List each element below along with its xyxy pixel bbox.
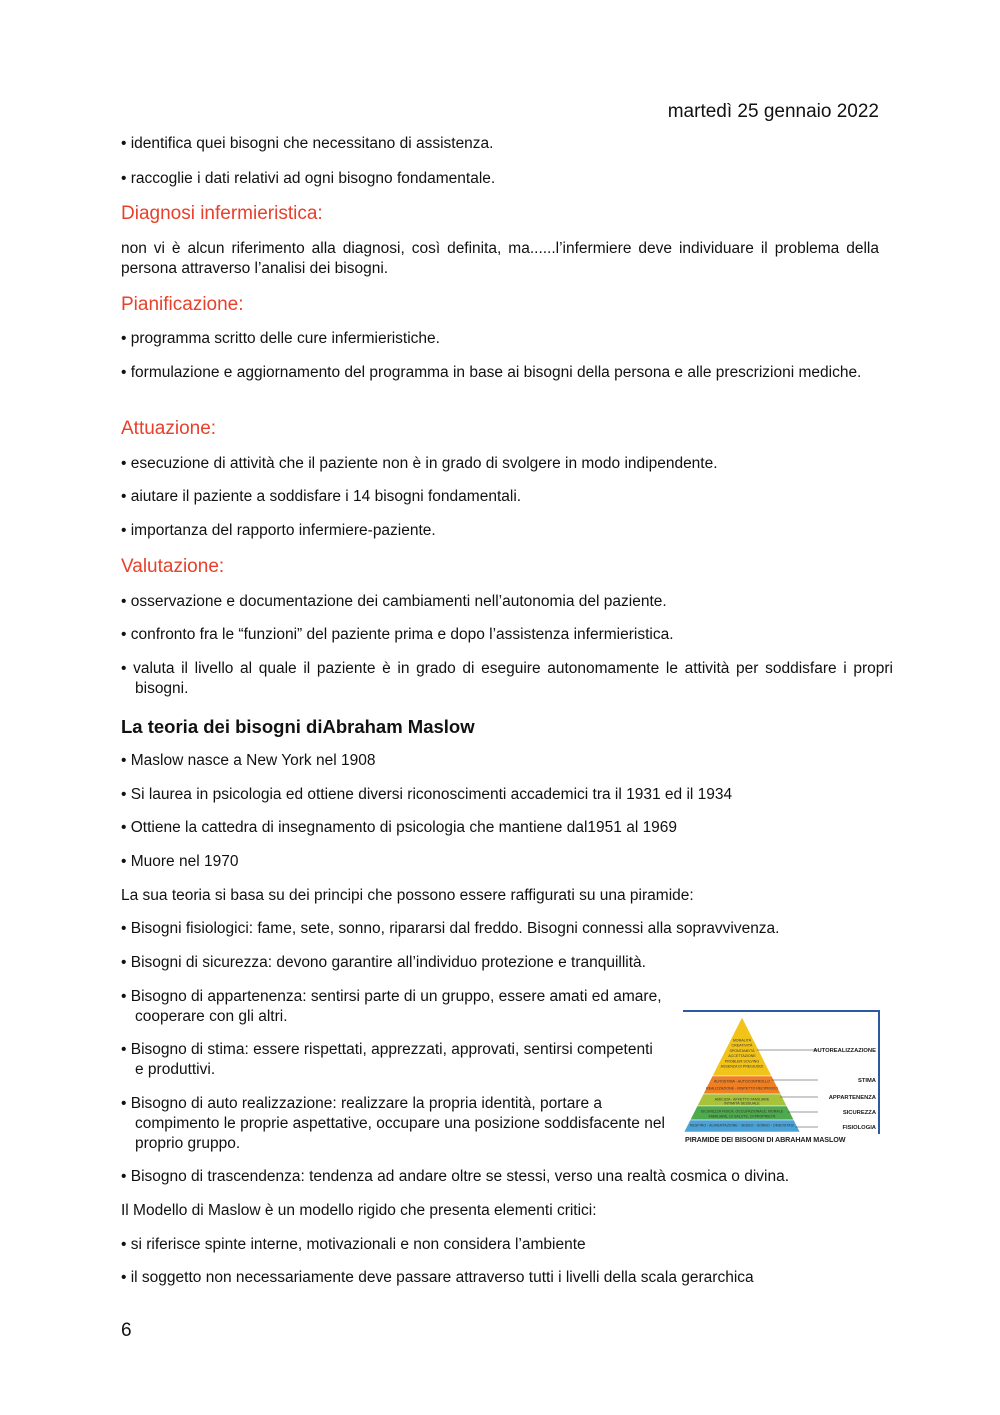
bullet-item: • Bisogno di trascendenza: tendenza ad andare oltre se stessi, verso una realtà cosmica o divina. xyxy=(121,1168,790,1185)
bullet-item: • aiutare il paziente a soddisfare i 14 bisogni fondamentali. xyxy=(121,488,522,505)
bullet-item: • valuta il livello al quale il paziente è in grado di eseguire autonomamente le attività per soddisfare i propri bisogni. xyxy=(121,660,893,697)
bullet-item: • identifica quei bisogni che necessitano di assistenza. xyxy=(121,135,494,152)
pyramid-level-text: PROBLEM SOLVING xyxy=(724,1059,760,1064)
bullet-item: • il soggetto non necessariamente deve passare attraverso tutti i livelli della scala gerarchica xyxy=(121,1269,754,1286)
pyramid-level-label: SICUREZZA xyxy=(842,1110,876,1116)
bullet-item: • osservazione e documentazione dei cambiamenti nell’autonomia del paziente. xyxy=(121,593,667,610)
bullet-item: • Bisogno di stima: essere rispettati, apprezzati, approvati, sentirsi competenti e produttivi. xyxy=(121,1041,653,1078)
bullet-item: • Ottiene la cattedra di insegnamento di psicologia che mantiene dal1951 al 1969 xyxy=(121,819,678,836)
bullet-item: • importanza del rapporto infermiere-paziente. xyxy=(121,522,436,539)
paragraph: non vi è alcun riferimento alla diagnosi, così definita, ma......l’infermiere deve individuare il problema della persona attraverso l’analisi dei bisogni. xyxy=(121,240,879,277)
paragraph: Il Modello di Maslow è un modello rigido che presenta elementi critici: xyxy=(121,1202,597,1219)
bullet-item: • esecuzione di attività che il paziente non è in grado di svolgere in modo indipendente. xyxy=(121,455,718,472)
pyramid-level-text: ACCETTAZIONE xyxy=(728,1054,756,1059)
bullet-item: • confronto fra le “funzioni” del paziente prima e dopo l’assistenza infermieristica. xyxy=(121,626,674,643)
bullet-item: • Maslow nasce a New York nel 1908 xyxy=(121,752,376,769)
bullet-item: • Bisogni di sicurezza: devono garantire all’individuo protezione e tranquillità. xyxy=(121,954,646,971)
pyramid-level-text: RESPIRO - ALIMENTAZIONE - SESSO - SONNO - OMEOSTASI xyxy=(689,1123,795,1128)
bullet-item: • programma scritto delle cure infermieristiche. xyxy=(121,330,440,347)
pyramid-level-text: ASSENZA DI PREGIUDIZI xyxy=(720,1064,764,1069)
pyramid-level-text: MORALITÀ xyxy=(732,1038,752,1043)
pyramid-svg xyxy=(683,1010,880,1134)
pyramid-level-text: FAMILIARE, DI SALUTE, DI PROPRIETÀ xyxy=(708,1114,776,1119)
pyramid-level-label: AUTOREALIZZAZIONE xyxy=(813,1048,876,1054)
pyramid-level-text: INTIMITÀ SESSUALE xyxy=(724,1101,760,1106)
document-date: martedì 25 gennaio 2022 xyxy=(667,101,879,122)
bullet-item: • Muore nel 1970 xyxy=(121,853,239,870)
bullet-item: • Si laurea in psicologia ed ottiene diversi riconoscimenti accademici tra il 1931 ed il 1934 xyxy=(121,786,733,803)
page-number: 6 xyxy=(121,1320,132,1341)
pyramid-level-text: SICUREZZA FISICA, OCCUPAZIONALE, MORALE xyxy=(700,1109,784,1114)
bullet-item: • formulazione e aggiornamento del programma in base ai bisogni della persona e alle prescrizioni mediche. xyxy=(121,364,862,381)
section-heading: Diagnosi infermieristica: xyxy=(121,203,323,224)
section-title: La teoria dei bisogni diAbraham Maslow xyxy=(121,716,475,737)
section-heading: Valutazione: xyxy=(121,556,225,577)
figure-caption: PIRAMIDE DEI BISOGNI DI ABRAHAM MASLOW xyxy=(685,1135,846,1144)
pyramid-level-text: AUTOSTIMA - AUTOCONTROLLO xyxy=(714,1079,770,1084)
bullet-item: • Bisogno di appartenenza: sentirsi parte di un gruppo, essere amati ed amare, cooperare con gli altri. xyxy=(121,988,662,1025)
pyramid-level-label: FISIOLOGIA xyxy=(842,1125,876,1131)
pyramid-level-label: APPARTENENZA xyxy=(828,1095,876,1101)
bullet-item: • Bisogni fisiologici: fame, sete, sonno, ripararsi dal freddo. Bisogni connessi alla sopravvivenza. xyxy=(121,920,780,937)
pyramid-level-text: REALIZZAZIONE - RISPETTO RECIPROCO xyxy=(705,1086,779,1091)
section-heading: Pianificazione: xyxy=(121,294,244,315)
pyramid-level-text: AMICIZIA - AFFETTO FAMILIARE xyxy=(714,1097,770,1102)
pyramid-level-label: STIMA xyxy=(857,1078,876,1084)
paragraph: La sua teoria si basa su dei principi che possono essere raffigurati su una piramide: xyxy=(121,887,694,904)
bullet-item: • Bisogno di auto realizzazione: realizzare la propria identità, portare a compimento le proprie aspettative, occupare una posizione soddisfacente nel proprio gruppo. xyxy=(121,1095,665,1152)
bullet-item: • raccoglie i dati relativi ad ogni bisogno fondamentale. xyxy=(121,170,496,187)
pyramid-level-text: CREATIVITÀ xyxy=(731,1043,753,1048)
maslow-pyramid-figure xyxy=(683,1010,880,1147)
section-heading: Attuazione: xyxy=(121,418,217,439)
bullet-item: • si riferisce spinte interne, motivazionali e non considera l’ambiente xyxy=(121,1236,586,1253)
pyramid-level-text: SPONTANEITÀ xyxy=(729,1048,755,1053)
